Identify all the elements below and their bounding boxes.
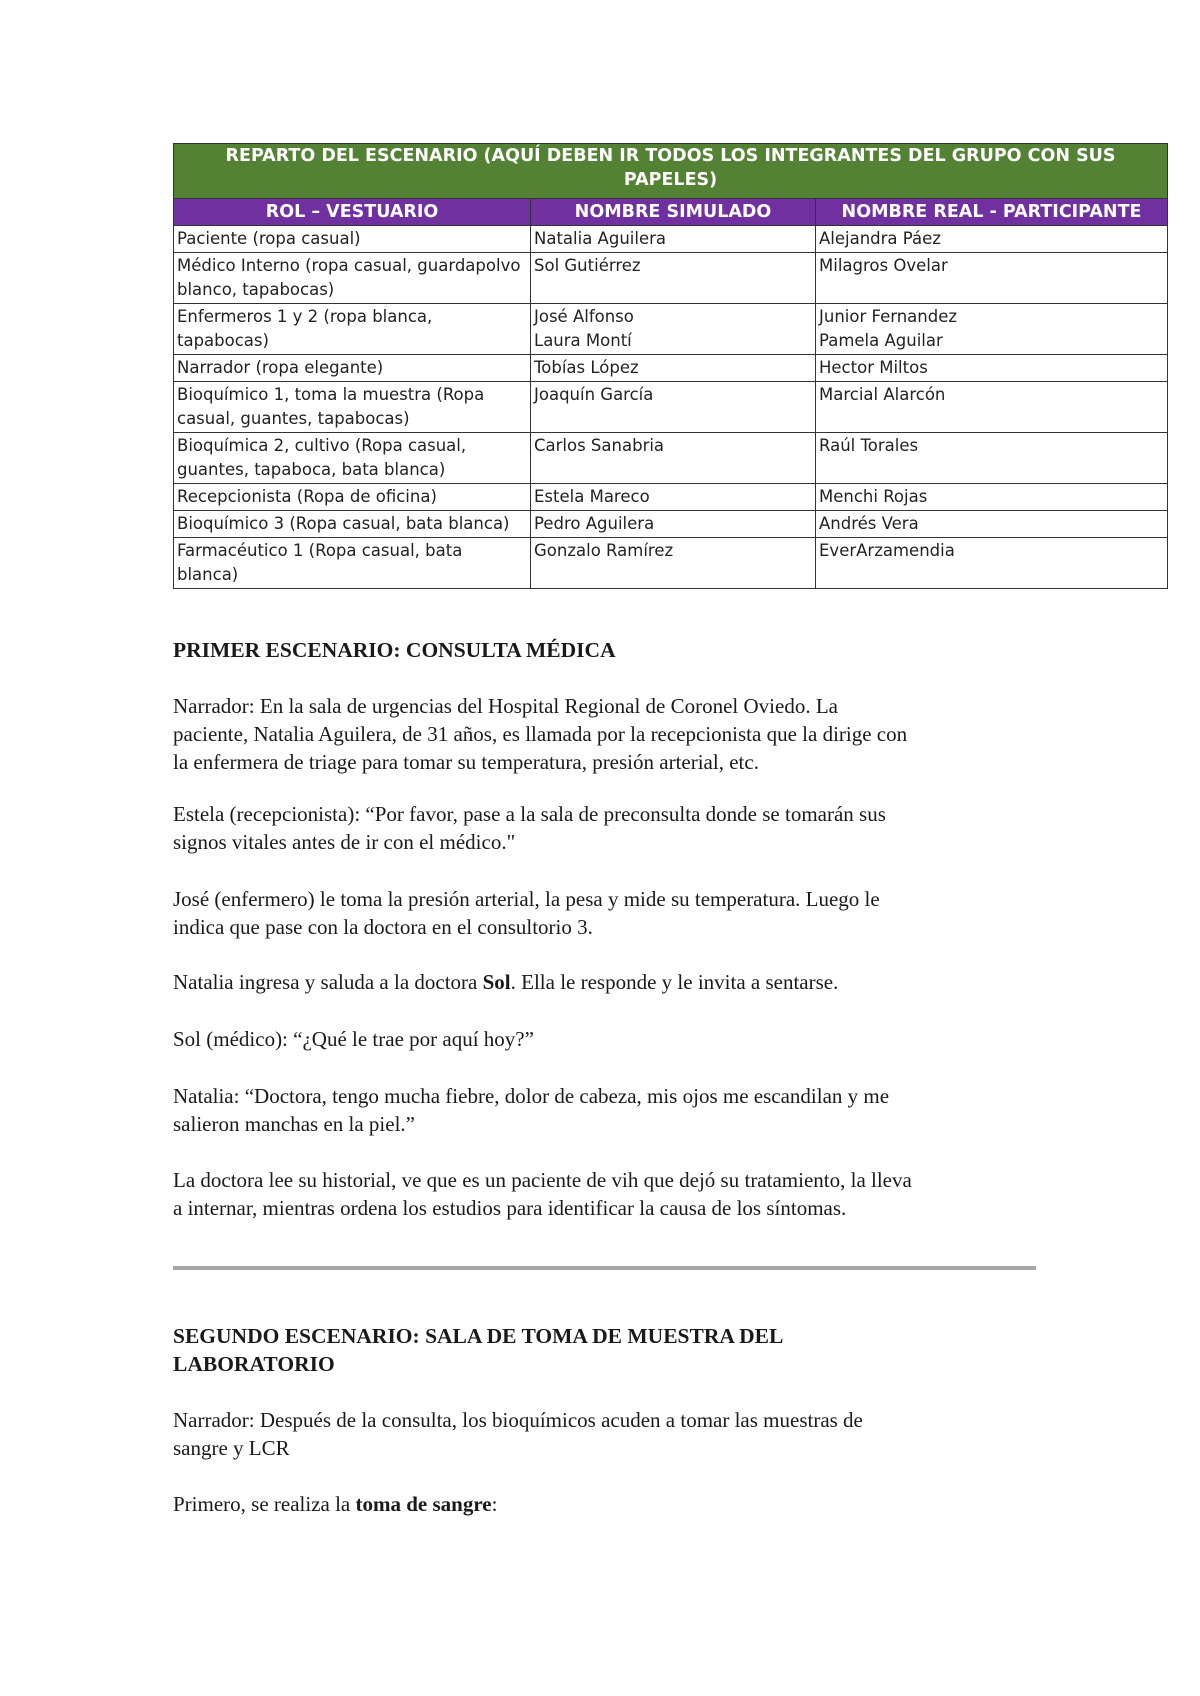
cell-simulated-name	[531, 484, 816, 511]
scene1-natalia-enters-paragraph	[173, 968, 1053, 996]
cell-real-name	[816, 511, 1168, 538]
cell-simulated-name	[531, 382, 816, 433]
cast-table	[173, 143, 1168, 589]
cell-text: casual, guantes, tapabocas)	[177, 409, 410, 428]
cell-text: Natalia Aguilera	[534, 229, 666, 248]
text-line: La doctora lee su historial, ve que es un paciente de vih que dejó su tratamiento, la lleva	[173, 1168, 912, 1192]
cell-text: Hector Miltos	[819, 358, 928, 377]
text-line: salieron manchas en la piel.”	[173, 1112, 415, 1136]
cell-text: Marcial Alarcón	[819, 385, 946, 404]
cell-simulated-name	[531, 355, 816, 382]
column-header-role: ROL – VESTUARIO	[174, 199, 531, 226]
cell-role	[174, 484, 531, 511]
table-row	[174, 382, 1168, 433]
cell-text: Carlos Sanabria	[534, 436, 665, 455]
cell-simulated-name	[531, 433, 816, 484]
cell-text: guantes, tapaboca, bata blanca)	[177, 460, 446, 479]
cell-real-name	[816, 382, 1168, 433]
cell-real-name	[816, 253, 1168, 304]
column-header-simulated-name: NOMBRE SIMULADO	[531, 199, 816, 226]
cell-text: Bioquímico 1, toma la muestra (Ropa	[177, 385, 485, 404]
text-line: Sol (médico): “¿Qué le trae por aquí hoy?”	[173, 1027, 534, 1051]
cell-text: Tobías López	[534, 358, 639, 377]
table-row	[174, 433, 1168, 484]
text-line: paciente, Natalia Aguilera, de 31 años, es llamada por la recepcionista que la dirige con	[173, 722, 908, 746]
cell-real-name	[816, 538, 1168, 589]
cell-text: Estela Mareco	[534, 487, 650, 506]
cast-table-body	[174, 226, 1168, 589]
cell-role	[174, 382, 531, 433]
cell-text: Paciente (ropa casual)	[177, 229, 361, 248]
cell-text: José Alfonso	[534, 307, 634, 326]
cell-role	[174, 253, 531, 304]
cast-table-title: REPARTO DEL ESCENARIO (AQUÍ DEBEN IR TODOS LOS INTEGRANTES DEL GRUPO CON SUS PAPELES)	[174, 144, 1168, 199]
cell-simulated-name	[531, 511, 816, 538]
cell-text: Raúl Torales	[819, 436, 919, 455]
cell-role	[174, 226, 531, 253]
cell-text: Menchi Rojas	[819, 487, 928, 506]
cell-text: Andrés Vera	[819, 514, 919, 533]
scene1-doctor-question	[173, 1025, 1053, 1053]
text-line: José (enfermero) le toma la presión arterial, la pesa y mide su temperatura. Luego le	[173, 887, 880, 911]
scene1-nurse-paragraph	[173, 885, 1053, 941]
table-row	[174, 484, 1168, 511]
cell-role	[174, 433, 531, 484]
cell-text: Joaquín García	[534, 385, 654, 404]
cell-simulated-name	[531, 538, 816, 589]
text-segment: Primero, se realiza la	[173, 1492, 356, 1516]
bold-term: toma de sangre	[355, 1492, 492, 1516]
cast-table-header-row	[174, 199, 1168, 226]
cell-text: Alejandra Páez	[819, 229, 941, 248]
text-line: sangre y LCR	[173, 1436, 290, 1460]
scene1-doctor-reads-paragraph	[173, 1166, 1053, 1222]
horizontal-divider	[173, 1266, 1036, 1270]
cell-simulated-name	[531, 226, 816, 253]
bold-name: Sol	[482, 970, 511, 994]
cell-text: Pamela Aguilar	[819, 331, 943, 350]
cell-real-name	[816, 484, 1168, 511]
scene1-heading: PRIMER ESCENARIO: CONSULTA MÉDICA	[173, 638, 616, 662]
cast-table-title-row	[174, 144, 1168, 199]
cell-role	[174, 304, 531, 355]
cell-text: Milagros Ovelar	[819, 256, 948, 275]
cell-text: EverArzamendia	[819, 541, 955, 560]
cell-text: Junior Fernandez	[819, 307, 958, 326]
cell-real-name	[816, 304, 1168, 355]
cell-text: Recepcionista (Ropa de oficina)	[177, 487, 437, 506]
text-segment: . Ella le responde y le invita a sentarse.	[510, 970, 839, 994]
table-row	[174, 538, 1168, 589]
cell-simulated-name	[531, 304, 816, 355]
text-segment: Natalia ingresa y saluda a la doctora	[173, 970, 483, 994]
text-line: Natalia: “Doctora, tengo mucha fiebre, dolor de cabeza, mis ojos me escandilan y me	[173, 1084, 890, 1108]
table-row	[174, 253, 1168, 304]
scene2-heading: SEGUNDO ESCENARIO: SALA DE TOMA DE MUESTRA DEL LABORATORIO	[173, 1324, 784, 1376]
cell-text: Farmacéutico 1 (Ropa casual, bata blanca)	[177, 541, 463, 584]
cell-role	[174, 511, 531, 538]
cell-role	[174, 355, 531, 382]
text-line: signos vitales antes de ir con el médico."	[173, 830, 516, 854]
text-line: Narrador: En la sala de urgencias del Hospital Regional de Coronel Oviedo. La	[173, 694, 838, 718]
cell-text: Gonzalo Ramírez	[534, 541, 674, 560]
scene2-narrator-paragraph	[173, 1406, 1053, 1462]
cell-text: Sol Gutiérrez	[534, 256, 641, 275]
scene2-first-step-paragraph	[173, 1490, 1053, 1518]
cell-text: Narrador (ropa elegante)	[177, 358, 384, 377]
cell-text: Bioquímico 3 (Ropa casual, bata blanca)	[177, 514, 510, 533]
cell-role	[174, 538, 531, 589]
cell-text: tapabocas)	[177, 331, 269, 350]
text-segment: :	[491, 1492, 498, 1516]
text-line: a internar, mientras ordena los estudios para identificar la causa de los síntomas.	[173, 1196, 847, 1220]
column-header-real-name: NOMBRE REAL - PARTICIPANTE	[816, 199, 1168, 226]
scene1-receptionist-paragraph	[173, 800, 1053, 856]
text-line: indica que pase con la doctora en el consultorio 3.	[173, 915, 593, 939]
cell-text: Laura Montí	[534, 331, 632, 350]
table-row	[174, 304, 1168, 355]
table-row	[174, 355, 1168, 382]
cell-text: Médico Interno (ropa casual, guardapolvo	[177, 256, 521, 275]
cell-real-name	[816, 355, 1168, 382]
text-line: la enfermera de triage para tomar su temperatura, presión arterial, etc.	[173, 750, 759, 774]
table-row	[174, 511, 1168, 538]
cell-real-name	[816, 433, 1168, 484]
cell-text: Enfermeros 1 y 2 (ropa blanca,	[177, 307, 433, 326]
text-line: Narrador: Después de la consulta, los bioquímicos acuden a tomar las muestras de	[173, 1408, 863, 1432]
cell-real-name	[816, 226, 1168, 253]
table-row	[174, 226, 1168, 253]
cell-text: Pedro Aguilera	[534, 514, 655, 533]
text-line: Estela (recepcionista): “Por favor, pase a la sala de preconsulta donde se tomarán sus	[173, 802, 886, 826]
scene1-natalia-answer-paragraph	[173, 1082, 1053, 1138]
scene1-narrator-paragraph	[173, 692, 1053, 776]
cell-text: blanco, tapabocas)	[177, 280, 335, 299]
cell-simulated-name	[531, 253, 816, 304]
cell-text: Bioquímica 2, cultivo (Ropa casual,	[177, 436, 467, 455]
